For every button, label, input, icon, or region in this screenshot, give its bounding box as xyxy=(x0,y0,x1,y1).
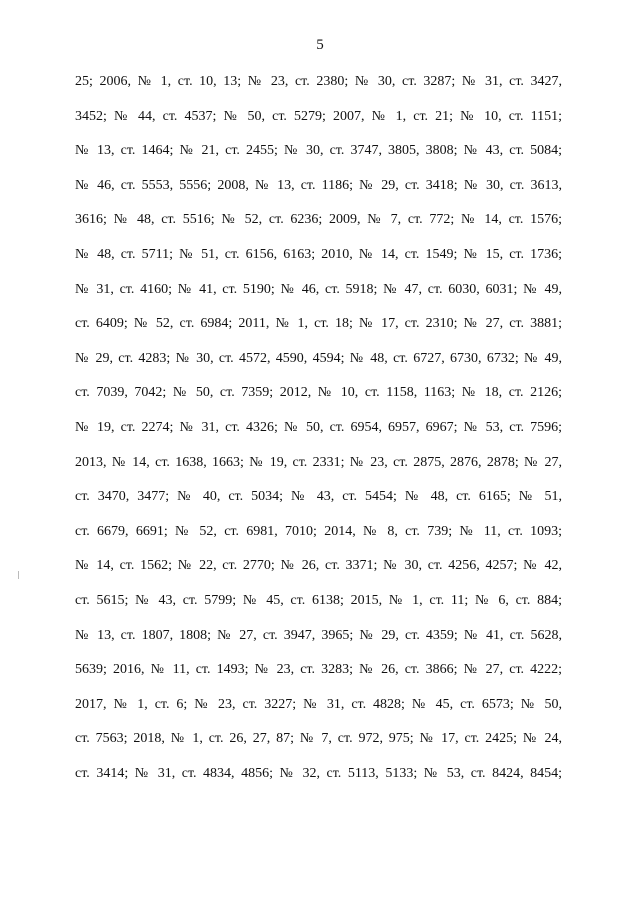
text-line-20: ст. 7563; 2018, № 1, ст. 26, 27, 87; № 7, ст. 972, 975; № 17, ст. 2425; № 24, xyxy=(75,731,562,747)
text-line-6: № 48, ст. 5711; № 51, ст. 6156, 6163; 2010, № 14, ст. 1549; № 15, ст. 1736; xyxy=(75,246,562,262)
text-line-1: 25; 2006, № 1, ст. 10, 13; № 23, ст. 2380; № 30, ст. 3287; № 31, ст. 3427, xyxy=(75,74,562,89)
text-line-17: № 13, ст. 1807, 1808; № 27, ст. 3947, 3965; № 29, ст. 4359; № 41, ст. 5628, xyxy=(75,627,562,643)
text-line-18: 5639; 2016, № 11, ст. 1493; № 23, ст. 3283; № 26, ст. 3866; № 27, ст. 4222; xyxy=(75,662,562,678)
text-line-14: ст. 6679, 6691; № 52, ст. 6981, 7010; 2014, № 8, ст. 739; № 11, ст. 1093; xyxy=(75,523,562,539)
text-line-15: № 14, ст. 1562; № 22, ст. 2770; № 26, ст. 3371; № 30, ст. 4256, 4257; № 42, xyxy=(75,558,562,574)
text-line-16: ст. 5615; № 43, ст. 5799; № 45, ст. 6138; 2015, № 1, ст. 11; № 6, ст. 884; xyxy=(75,592,562,608)
text-line-8: ст. 6409; № 52, ст. 6984; 2011, № 1, ст. 18; № 17, ст. 2310; № 27, ст. 3881; xyxy=(75,316,562,332)
text-line-3: № 13, ст. 1464; № 21, ст. 2455; № 30, ст. 3747, 3805, 3808; № 43, ст. 5084; xyxy=(75,143,562,159)
text-line-13: ст. 3470, 3477; № 40, ст. 5034; № 43, ст. 5454; № 48, ст. 6165; № 51, xyxy=(75,489,562,505)
text-line-4: № 46, ст. 5553, 5556; 2008, № 13, ст. 1186; № 29, ст. 3418; № 30, ст. 3613, xyxy=(75,177,562,193)
text-line-11: № 19, ст. 2274; № 31, ст. 4326; № 50, ст. 6954, 6957, 6967; № 53, ст. 7596; xyxy=(75,419,562,435)
text-line-9: № 29, ст. 4283; № 30, ст. 4572, 4590, 4594; № 48, ст. 6727, 6730, 6732; № 49, xyxy=(75,350,562,366)
text-line-10: ст. 7039, 7042; № 50, ст. 7359; 2012, № 10, ст. 1158, 1163; № 18, ст. 2126; xyxy=(75,385,562,401)
text-line-5: 3616; № 48, ст. 5516; № 52, ст. 6236; 2009, № 7, ст. 772; № 14, ст. 1576; xyxy=(75,212,562,228)
body-text xyxy=(75,69,562,795)
page-number: 5 xyxy=(316,37,324,53)
text-line-7: № 31, ст. 4160; № 41, ст. 5190; № 46, ст. 5918; № 47, ст. 6030, 6031; № 49, xyxy=(75,281,562,297)
margin-mark xyxy=(18,571,19,579)
text-line-19: 2017, № 1, ст. 6; № 23, ст. 3227; № 31, ст. 4828; № 45, ст. 6573; № 50, xyxy=(75,696,562,712)
text-line-12: 2013, № 14, ст. 1638, 1663; № 19, ст. 2331; № 23, ст. 2875, 2876, 2878; № 27, xyxy=(75,454,562,470)
text-line-21: ст. 3414; № 31, ст. 4834, 4856; № 32, ст. 5113, 5133; № 53, ст. 8424, 8454; xyxy=(75,765,562,781)
text-line-2: 3452; № 44, ст. 4537; № 50, ст. 5279; 2007, № 1, ст. 21; № 10, ст. 1151; xyxy=(75,108,562,124)
